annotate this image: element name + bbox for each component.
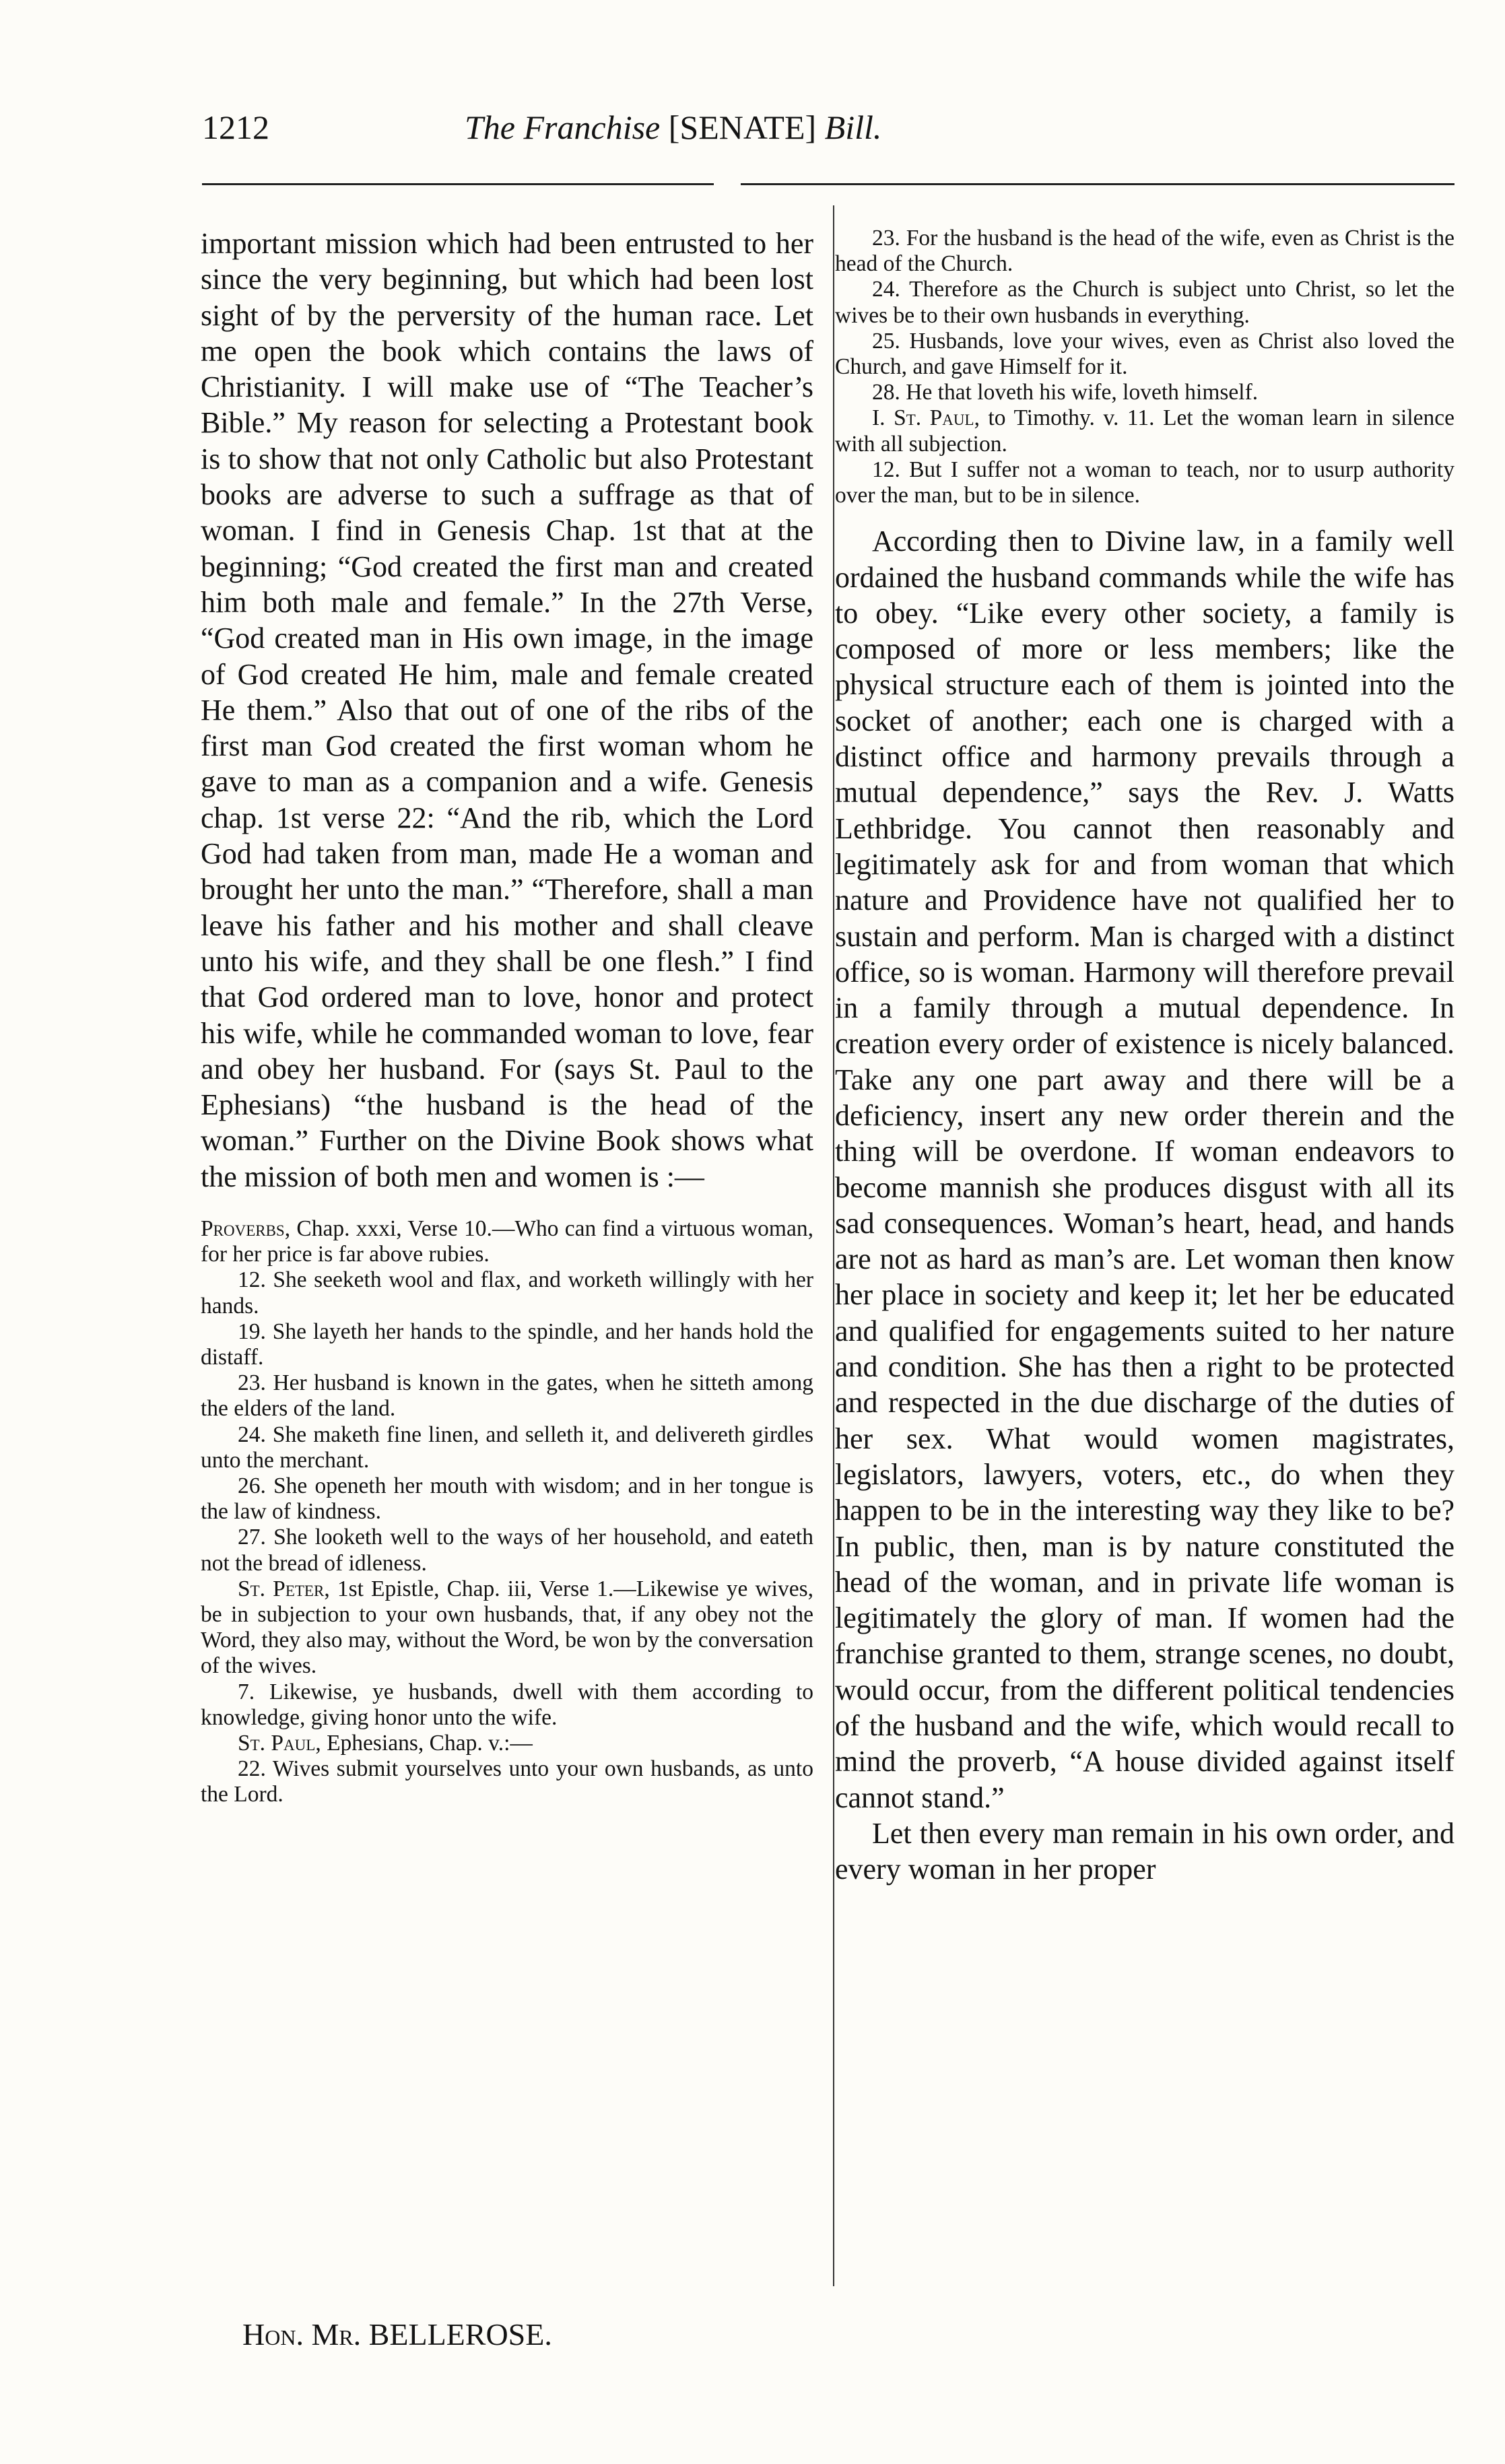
running-title-bill: Bill. <box>824 108 882 146</box>
proverbs-verse-19: 19. She layeth her hands to the spindle, and her hands hold the distaff. <box>201 1319 813 1370</box>
proverbs-verse-24: 24. She maketh fine linen, and selleth it, and delivereth girdles unto the merchant. <box>201 1422 813 1473</box>
page-header <box>202 108 1303 155</box>
ephesians-verse-24: 24. Therefore as the Church is subject unto Christ, so let the wives be to their own husbands in everything. <box>835 277 1454 328</box>
ephesians-verse-22: 22. Wives submit yourselves unto your own husbands, as unto the Lord. <box>201 1756 813 1807</box>
peter-verse-7: 7. Likewise, ye husbands, dwell with them according to knowledge, giving honor unto the wife. <box>201 1679 813 1730</box>
proverbs-verse-23: 23. Her husband is known in the gates, when he sitteth among the elders of the land. <box>201 1370 813 1422</box>
ephesians-heading-text: , Ephesians, Chap. v.:— <box>315 1731 533 1756</box>
ephesians-heading <box>201 1731 813 1756</box>
running-title-franchise: The Franchise <box>465 108 661 146</box>
page-number: 1212 <box>202 108 269 146</box>
peter-verse-1 <box>201 1576 813 1679</box>
left-column <box>201 226 813 1808</box>
ephesians-verse-23: 23. For the husband is the head of the wife, even as Christ is the head of the Church. <box>835 226 1454 277</box>
ephesians-verse-28: 28. He that loveth his wife, loveth himself. <box>872 380 1259 405</box>
proverbs-verse-12: 12. She seeketh wool and flax, and worketh willingly with her hands. <box>201 1267 813 1319</box>
spacer <box>201 1195 813 1216</box>
header-rule-right <box>741 183 1454 185</box>
proverbs-verse-10-text: , Chap. xxxi, Verse 10.—Who can find a virtuous woman, for her price is far above rubies. <box>201 1216 813 1267</box>
proverbs-verse-10 <box>201 1216 813 1267</box>
right-column <box>835 226 1454 1888</box>
timothy-reference: I. St. Paul <box>872 405 974 431</box>
peter-reference: St. Peter <box>238 1576 325 1601</box>
speaker-name: Hon. Mr. BELLEROSE. <box>242 2317 552 2352</box>
proverbs-reference: Proverbs <box>201 1216 285 1242</box>
header-rule-left <box>202 183 714 185</box>
timothy-verse-12: 12. But I suffer not a woman to teach, nor to usurp authority over the man, but to be in silence. <box>835 457 1454 508</box>
column-divider <box>833 205 834 2286</box>
proverbs-verse-27: 27. She looketh well to the ways of her household, and eateth not the bread of idleness. <box>201 1525 813 1576</box>
divine-law-paragraph: According then to Divine law, in a family well ordained the husband commands while the wife has to obey. “Like every other society, a family is composed of more or less members; like the physical structure each of them is jointed into the socket of another; each one is charged with a distinct office and harmony prevails through a mutual dependence,” says the Rev. J. Watts Lethbridge. You cannot then reasonably and legitimately ask for and from woman that which nature and Providence have not qualified her to sustain and perform. Man is charged with a distinct office, so is woman. Harmony will therefore prevail in a family through a mutual dependence. In creation every order of existence is nicely balanced. Take any one part away and there will be a deficiency, insert any new order therein and the thing will be overdone. If woman endeavors to become mannish she produces disgust with all its sad consequences. Woman’s heart, head, and hands are not as hard as man’s are. Let woman then know her place in society and keep it; let her be educated and qualified for engagements suited to her nature and condition. She has then a right to be protected and respected in the due discharge of the duties of her sex. What would women magistrates, legislators, lawyers, voters, etc., do when they happen to be in the interesting way they like to be? In public, then, man is by nature constituted the head of the woman, and in private life woman is legitimately the glory of man. If women had the franchise granted to them, strange scenes, no doubt, would occur, from the different political tendencies of the husband and the wife, which would recall to mind the proverb, “A house divided against itself cannot stand.” <box>835 525 1454 1814</box>
proverbs-verse-26: 26. She openeth her mouth with wisdom; and in her tongue is the law of kindness. <box>201 1473 813 1525</box>
timothy-verse-11-text: , to Timothy. v. 11. Let the woman learn in silence with all subjection. <box>835 405 1454 457</box>
running-title <box>465 108 881 147</box>
peter-verse-1-text: , 1st Epistle, Chap. iii, Verse 1.—Likewise ye wives, be in subjection to your own husbands, that, if any obey not the Word, they also may, without the Word, be won by the conversation of the wives. <box>201 1576 813 1679</box>
timothy-verse-11 <box>835 405 1454 457</box>
main-paragraph: important mission which had been entrusted to her since the very beginning, but which had been lost sight of by the perversity of the human race. Let me open the book which contains the laws of Christianity. I will make use of “The Teacher’s Bible.” My reason for selecting a Protestant book is to show that not only Catholic but also Protestant books are adverse to such a suffrage as that of woman. I find in Genesis Chap. 1st that at the beginning; “God created the first man and created him both male and female.” In the 27th Verse, “God created man in His own image, in the image of God created He him, male and female created He them.” Also that out of one of the ribs of the first man God created the first woman whom he gave to man as a companion and a wife. Genesis chap. 1st verse 22: “And the rib, which the Lord God had taken from man, made He a woman and brought her unto the man.” “Therefore, shall a man leave his father and his mother and shall cleave unto his wife, and they shall be one flesh.” I find that God ordered man to love, honor and protect his wife, while he commanded woman to love, fear and obey her husband. For (says St. Paul to the Ephesians) “the husband is the head of the woman.” Further on the Divine Book shows what the mission of both men and women is :— <box>201 227 813 1193</box>
ephesians-reference: St. Paul <box>238 1731 316 1756</box>
closing-paragraph: Let then every man remain in his own order, and every woman in her proper <box>835 1816 1454 1886</box>
running-title-senate: [SENATE] <box>668 108 817 146</box>
ephesians-verse-25: 25. Husbands, love your wives, even as Christ also loved the Church, and gave Himself for it. <box>835 328 1454 380</box>
spacer <box>835 508 1454 523</box>
